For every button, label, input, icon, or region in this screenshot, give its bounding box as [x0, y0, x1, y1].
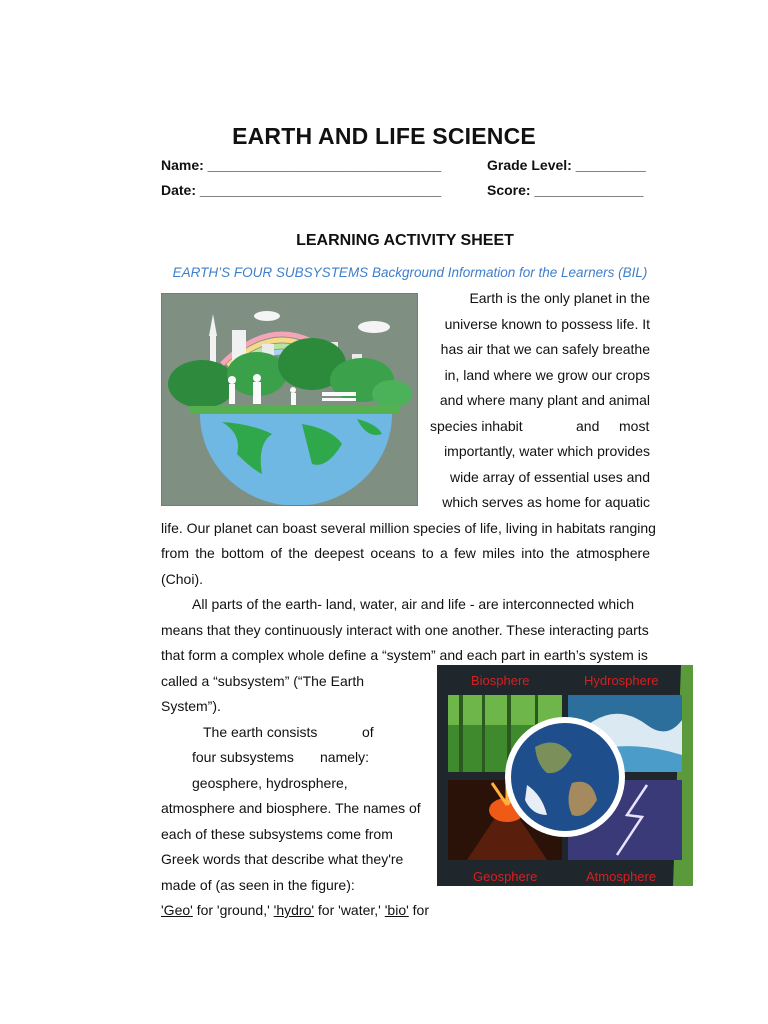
para3-line-1b: of — [362, 723, 374, 740]
para3-line-2a: four subsystems — [192, 749, 294, 765]
para3-line-3: geosphere, hydrosphere, — [192, 774, 348, 791]
para2-line-3: that form a complex whole define a “system” and each part in earth’s system is — [161, 647, 648, 663]
name-field: Name: ______________________________ — [161, 157, 442, 173]
hydrosphere-label: Hydrosphere — [584, 673, 659, 688]
para1-line-6c: most — [619, 417, 650, 434]
section-title: LEARNING ACTIVITY SHEET — [296, 232, 514, 249]
para1-line-10: life. Our planet can boast several million species of life, living in habitats ranging — [161, 519, 656, 536]
hydro-gloss: for 'water,' — [314, 902, 385, 918]
para1-line-9: which serves as home for aquatic — [442, 494, 650, 510]
para2-line-5: System”). — [161, 698, 221, 714]
para3-line-1a: The earth consists — [203, 723, 318, 740]
para1-line-7: importantly, water which provides — [444, 443, 650, 459]
para3-line-8 — [161, 898, 429, 924]
bio-gloss: for — [408, 902, 430, 918]
score-field: Score: ______________ — [487, 182, 644, 198]
bio-term: 'bio' — [384, 902, 409, 918]
geo-gloss: for 'ground,' — [192, 902, 274, 918]
earth-subsystems-figure — [437, 665, 693, 886]
eco-earth-image — [161, 293, 418, 506]
para1-line-4: in, land where we grow our crops — [444, 366, 650, 383]
section-subtitle: EARTH’S FOUR SUBSYSTEMS Background Information for the Learners (BIL) — [172, 265, 648, 280]
para1-line-6a: species inhabit — [430, 417, 523, 434]
para2-line-2: means that they continuously interact with one another. These interacting parts — [161, 621, 649, 638]
geosphere-label: Geosphere — [473, 869, 538, 884]
atmosphere-label: Atmosphere — [586, 869, 657, 884]
para1-line-3: has air that we can safely breathe — [440, 341, 650, 357]
para1-line-5: and where many plant and animal — [439, 392, 650, 408]
para3-line-5: each of these subsystems come from — [161, 825, 393, 842]
para1-line-2: universe known to possess life. It — [444, 315, 650, 332]
para1-line-8: wide array of essential uses and — [450, 468, 650, 485]
para3-line-4: atmosphere and biosphere. The names of — [161, 800, 421, 816]
biosphere-label: Biosphere — [471, 673, 530, 688]
para3-line-6: Greek words that describe what they're — [161, 851, 404, 867]
para1-line-1: Earth is the only planet in the — [469, 290, 650, 306]
date-field: Date: _______________________________ — [161, 182, 442, 198]
para2-line-1: All parts of the earth- land, water, air and life - are interconnected which — [192, 596, 635, 612]
para1-line-6b: and — [576, 417, 600, 434]
grade-level-field: Grade Level: _________ — [487, 157, 646, 173]
hydro-term: 'hydro' — [273, 902, 315, 918]
para1-line-11: from the bottom of the deepest oceans to a few miles into the atmosphere — [161, 545, 650, 561]
page-title: EARTH AND LIFE SCIENCE — [232, 123, 536, 149]
para3-line-7: made of (as seen in the figure): — [161, 876, 355, 893]
para1-line-12: (Choi). — [161, 570, 204, 587]
para2-line-4: called a “subsystem” (“The Earth — [161, 672, 365, 689]
geo-term: 'Geo' — [161, 902, 193, 918]
para3-line-2b: namely: — [320, 749, 370, 765]
